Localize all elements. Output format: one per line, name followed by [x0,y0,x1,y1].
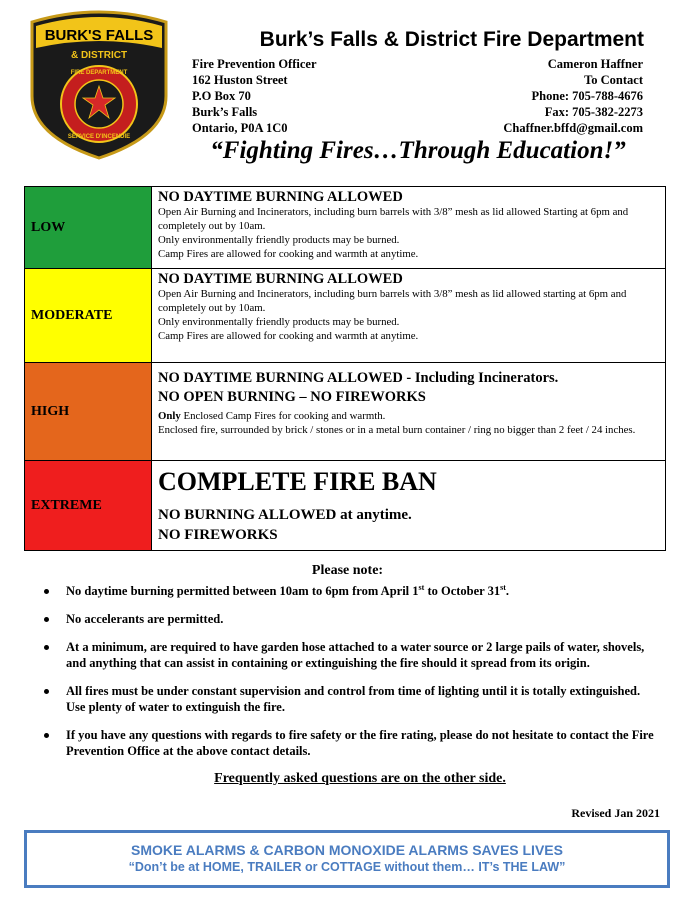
rating-line: Open Air Burning and Incinerators, including burn barrels with 3/8” mesh as lid allowed starting at 6pm and completely out by 10am. [158,288,627,314]
rating-heading [158,369,659,388]
note-text: . [505,584,510,598]
rating-line-rest: Enclosed Camp Fires for cooking and warmth. [180,410,386,422]
rating-line: Camp Fires are allowed for cooking and warmth at anytime. [158,330,419,342]
badge-ring-text: FIRE DEPARTMENT [70,70,128,76]
rating-description-moderate [152,269,666,363]
rating-description-extreme [152,461,666,551]
rating-row-low [25,187,666,269]
contact-line: Phone: 705-788-4676 [531,89,643,103]
list-item [40,727,662,759]
revised-date: Revised Jan 2021 [571,806,660,820]
note-text: All fires must be under constant supervision and control from time of lighting until it is totally extinguished. Use plenty of water to extinguish the fire. [66,684,641,714]
note-sup: st [500,582,506,592]
rating-line: Enclosed fire, surrounded by brick / stones or in a metal burn container / ring no bigger than 2 feet / 24 inches. [158,424,636,436]
rating-heading: NO DAYTIME BURNING ALLOWED [158,271,403,287]
banner-line-1: SMOKE ALARMS & CARBON MONOXIDE ALARMS SAVES LIVES [131,842,563,858]
bullet-icon [44,617,49,622]
contact-line: Fax: 705-382-2273 [544,105,643,119]
note-text: At a minimum, are required to have garden hose attached to a water source or 2 large pails of water, shovels, and anything that can assist in containing or extinguishing the fire should it spread from its origin. [66,640,645,670]
notes-list [40,583,662,771]
note-text: No daytime burning permitted between 10am to 6pm from April 1 [66,584,419,598]
note-text: No accelerants are permitted. [66,612,224,626]
rating-heading-main: NO DAYTIME BURNING ALLOWED [158,370,403,386]
fire-ban-heading: COMPLETE FIRE BAN [158,467,437,496]
badge-mid-text: & DISTRICT [70,50,128,61]
fire-department-badge [24,8,174,160]
address-line: Ontario, P0A 1C0 [192,121,288,135]
rating-description-high [152,363,666,461]
contact-block [503,56,643,136]
note-text: to October 31 [424,584,501,598]
rating-line: Camp Fires are allowed for cooking and warmth at anytime. [158,248,419,260]
contact-line: To Contact [584,73,643,87]
alarm-banner [24,830,670,888]
address-line: Burk’s Falls [192,105,258,119]
bullet-icon [44,645,49,650]
level-label-low: LOW [25,187,152,269]
list-item [40,611,662,627]
bullet-icon [44,733,49,738]
rating-line-emphasis: Only [158,410,181,422]
rating-line [158,409,659,423]
address-line: Fire Prevention Officer [192,57,317,71]
contact-email: Chaffner.bffd@gmail.com [503,121,643,135]
address-block [192,56,317,136]
rating-line: NO BURNING ALLOWED at anytime. [158,507,412,523]
level-label-extreme: EXTREME [25,461,152,551]
note-sup: st [418,582,425,592]
list-item [40,683,662,715]
address-line: 162 Huston Street [192,73,288,87]
badge-bottom-text: SERVICE D'INCENDIE [67,134,131,140]
page-title: Burk’s Falls & District Fire Department [259,28,644,51]
rating-heading: NO DAYTIME BURNING ALLOWED [158,189,403,205]
rating-line: Open Air Burning and Incinerators, including burn barrels with 3/8” mesh as lid allowed Starting at 6pm and completely out by 10am. [158,206,629,232]
rating-line: Only environmentally friendly products may be burned. [158,234,400,246]
level-label-moderate: MODERATE [25,269,152,363]
rating-line: Only environmentally friendly products may be burned. [158,316,400,328]
rating-row-extreme [25,461,666,551]
banner-line-2: “Don’t be at HOME, TRAILER or COTTAGE without them… IT’s THE LAW” [128,860,566,874]
rating-heading-suffix: - Including Incinerators. [402,370,559,386]
bullet-icon [44,689,49,694]
rating-heading-secondary: NO OPEN BURNING – NO FIREWORKS [158,389,426,405]
address-line: P.O Box 70 [192,89,251,103]
note-text: If you have any questions with regards to fire safety or the fire rating, please do not hesitate to contact the Fire Prevention Office at the above contact details. [66,728,654,758]
list-item [40,583,662,599]
contact-line: Cameron Haffner [547,57,643,71]
notes-title: Please note: [311,563,384,578]
rating-line: NO FIREWORKS [158,527,278,543]
level-label-high: HIGH [25,363,152,461]
slogan: “Fighting Fires…Through Education!” [210,137,626,164]
badge-top-text: BURK'S FALLS [44,27,154,44]
rating-row-moderate [25,269,666,363]
rating-description-low [152,187,666,269]
fire-rating-table [24,186,666,551]
list-item [40,639,662,671]
rating-row-high [25,363,666,461]
faq-note: Frequently asked questions are on the other side. [214,771,506,786]
bullet-icon [44,589,49,594]
